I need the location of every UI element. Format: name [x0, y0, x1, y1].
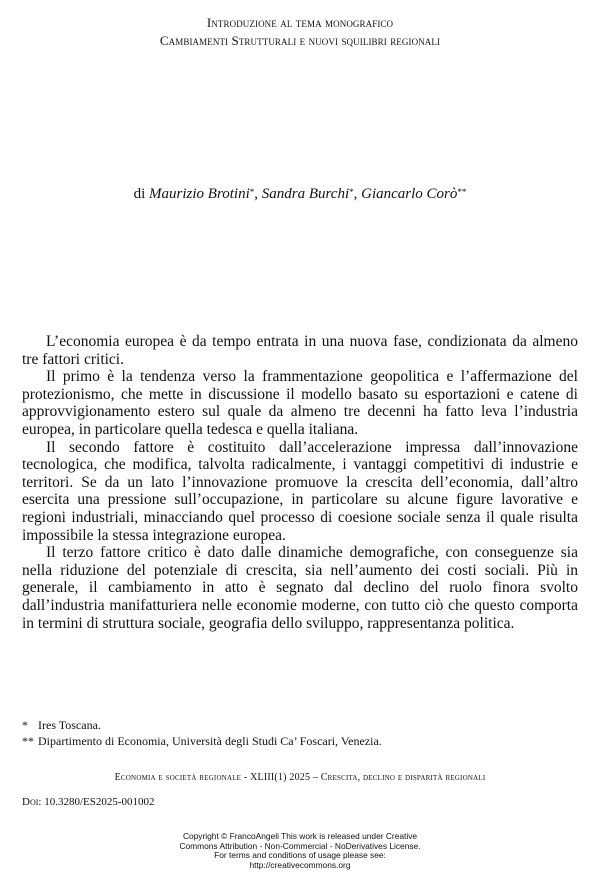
copyright-line: For terms and conditions of usage please see: — [214, 850, 386, 861]
author-name: Maurizio Brotini — [149, 186, 250, 202]
footnote — [22, 718, 582, 734]
author-name: Sandra Burchi — [261, 186, 350, 202]
doi — [22, 796, 155, 808]
body-paragraph: Il secondo fattore è costituito dall’accelerazione impressa dall’innovazione tecnologica, che modifica, talvolta radicalmente, i vantaggi competitivi di industrie e territori. Se da un lato l’innovazione promuove la crescita dell’economia, dall’altro esercita una pressione sull’occupazione, in particolare su alcune figure lavorative e regioni industriali, minacciando quel processo di coesione sociale senza il quale risulta impossibile la stessa integrazione europea. — [22, 438, 578, 544]
article-body — [22, 333, 578, 632]
author-footnote-mark[interactable]: * — [249, 187, 255, 197]
author-separator: , — [353, 186, 362, 202]
license-link[interactable]: http://creativecommons.org — [249, 859, 351, 870]
copyright-line: Commons Attribution - Non-Commercial - NoDerivatives License. — [179, 840, 421, 851]
byline-prefix: di — [133, 186, 150, 202]
footnote-text: Ires Toscana. — [38, 718, 101, 732]
doi-label: Doi: — [22, 796, 42, 808]
author-footnote-mark[interactable]: * — [349, 187, 354, 197]
copyright-notice — [0, 832, 600, 870]
body-paragraph: L’economia europea è da tempo entrata in una nuova fase, condizionata da almeno tre fattori critici. — [22, 333, 578, 368]
byline — [0, 186, 600, 203]
body-paragraph: Il primo è la tendenza verso la frammentazione geopolitica e l’affermazione del protezionismo, che mette in discussione il modello basato su esportazioni e catene di approvvigionamento estero sul quale da almeno tre decenni ha fatto leva l’industria europea, in particolare quella tedesca e quella italiana. — [22, 368, 578, 438]
section-title: Introduzione al tema monografico — [206, 15, 394, 30]
body-paragraph: Il terzo fattore critico è dato dalle dinamiche demografiche, con conseguenze sia nella riduzione del potenziale di crescita, sia nell’aumento dei costi sociali. Più in generale, il cambiamento in atto è segnato dal declino del ruolo finora svolto dall’industria manifatturiera nelle economie moderne, con tutto ciò che questo comporta in termini di struttura sociale, geografia dello sviluppo, rappresentanza politica. — [22, 544, 578, 632]
page-header — [0, 14, 600, 50]
footnote-text: Dipartimento di Economia, Università degli Studi Ca’ Foscari, Venezia. — [38, 733, 382, 748]
footnote-mark: ** — [22, 733, 34, 748]
author-name: Giancarlo Corò — [361, 186, 458, 202]
footnote-mark: * — [22, 718, 28, 732]
running-footer: Economia e società regionale - XLIII(1) 2025 – Crescita, declino e disparità regionali — [114, 772, 486, 783]
copyright-line: Copyright © FrancoAngeli This work is released under Creative — [182, 831, 418, 841]
footnote — [22, 734, 582, 750]
footnotes — [22, 718, 582, 749]
author-footnote-mark[interactable]: ** — [457, 187, 467, 197]
doi-value[interactable]: 10.3280/ES2025-001002 — [41, 796, 155, 808]
author-separator: , — [254, 186, 262, 202]
article-title: Cambiamenti Strutturali e nuovi squilibri regionali — [159, 33, 441, 48]
